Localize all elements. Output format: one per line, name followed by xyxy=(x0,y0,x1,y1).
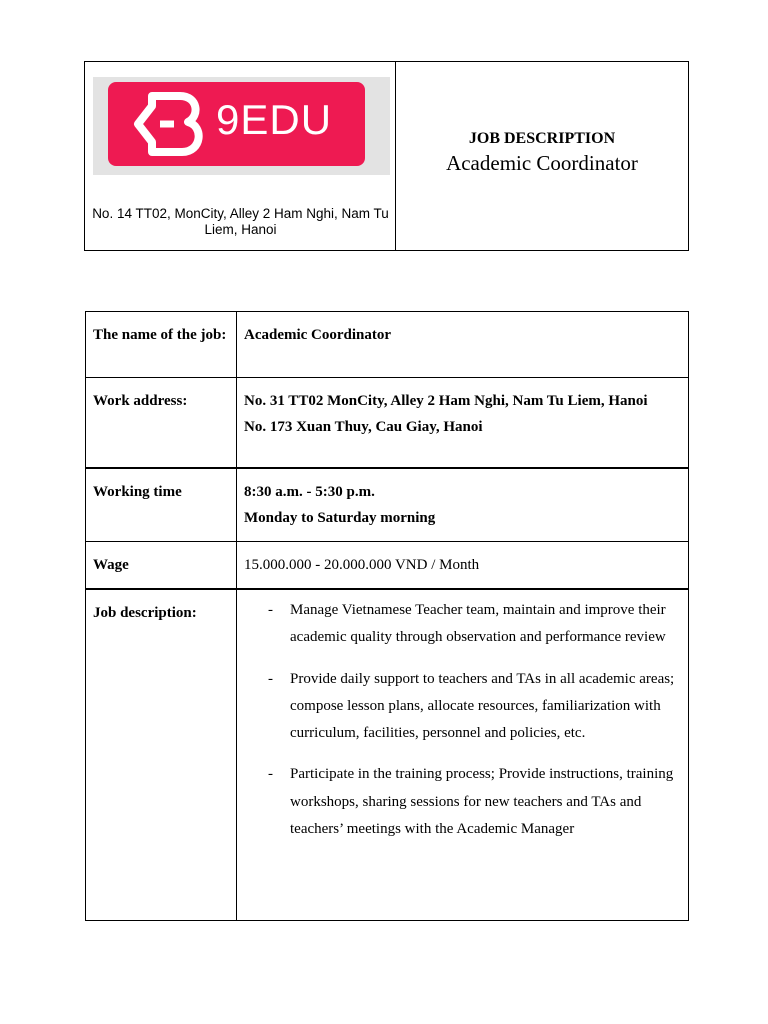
bullet-dash: - xyxy=(268,766,273,783)
list-item: - Manage Vietnamese Teacher team, maintain and improve their academic quality through observation and performance review xyxy=(244,597,681,652)
table-row-job-name xyxy=(86,312,688,377)
address-line-2: No. 173 Xuan Thuy, Cau Giay, Hanoi xyxy=(244,419,483,435)
address-line-1: No. 31 TT02 MonCity, Alley 2 Ham Nghi, Nam Tu Liem, Hanoi xyxy=(244,393,648,409)
document-type: JOB DESCRIPTION xyxy=(468,130,616,147)
logo-wordmark: 9EDU xyxy=(216,96,333,143)
job-name-value: Academic Coordinator xyxy=(244,327,392,343)
address-label: Work address: xyxy=(86,378,237,467)
job-name-label: The name of the job: xyxy=(86,312,237,377)
logo-container xyxy=(93,77,390,175)
table-row-job-description xyxy=(86,588,688,920)
header-left-cell xyxy=(85,62,396,250)
list-item: - Participate in the training process; Provide instructions, training workshops, sharing sessions for new teachers and TAs and teachers’ meetings with the Academic Manager xyxy=(244,761,681,843)
table-row-wage xyxy=(86,541,688,588)
job-description-label: Job description: xyxy=(86,590,237,920)
bullet-dash: - xyxy=(268,602,273,618)
document-header xyxy=(84,61,689,251)
working-time-value xyxy=(237,469,688,541)
wage-label: Wage xyxy=(86,542,237,588)
company-address: No. 14 TT02, MonCity, Alley 2 Ham Nghi, Nam Tu Liem, Hanoi xyxy=(92,206,389,237)
working-days: Monday to Saturday morning xyxy=(244,510,436,526)
job-description-value xyxy=(237,590,688,920)
document-title: Academic Coordinator xyxy=(446,151,638,175)
table-row-address xyxy=(86,377,688,467)
header-right-cell xyxy=(396,62,688,250)
bullet-dash: - xyxy=(268,670,273,687)
address-value xyxy=(237,378,688,467)
working-hours: 8:30 a.m. - 5:30 p.m. xyxy=(244,484,375,500)
wage-value: 15.000.000 - 20.000.000 VND / Month xyxy=(244,557,480,573)
table-row-working-time xyxy=(86,467,688,541)
working-time-label: Working time xyxy=(86,469,237,541)
duties-list xyxy=(244,597,681,843)
list-item: - Provide daily support to teachers and TAs in all academic areas; compose lesson plans, allocate resources, familiarization with curriculum, facilities, personnel and policies, etc. xyxy=(244,666,681,748)
job-details-table xyxy=(85,311,689,921)
company-logo xyxy=(108,82,365,166)
